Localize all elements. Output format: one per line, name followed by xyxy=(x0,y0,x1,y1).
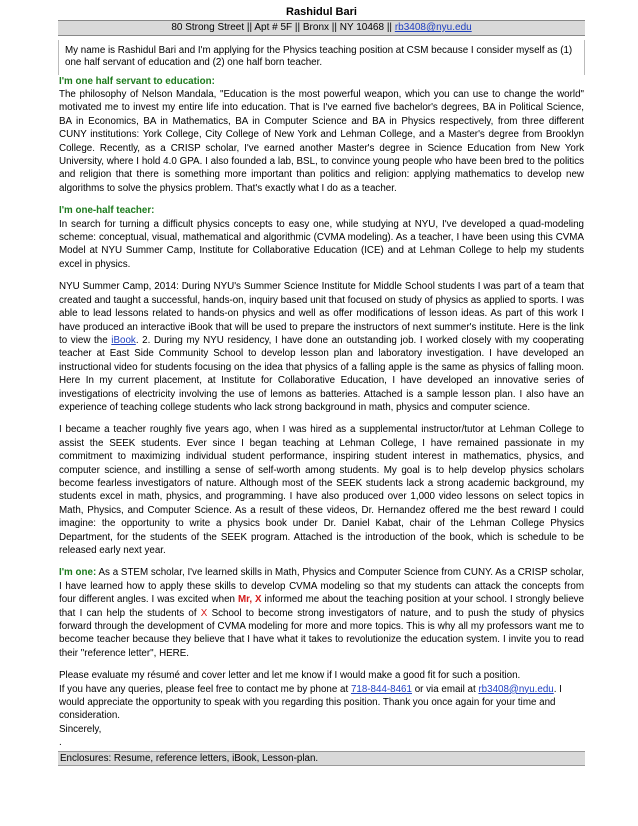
address-text: 80 Strong Street || Apt # 5F || Bronx || NY 10468 || xyxy=(171,22,393,33)
im-one-text-2: informed me about the teaching position at your school. I strongly believe that I can help the students of xyxy=(59,594,584,619)
contact-text-3: . I would appreciate the opportunity to speak with you regarding this position. Thank you once again for your time and consideration. xyxy=(59,683,562,722)
ibook-link[interactable]: iBook xyxy=(111,334,136,346)
closing-line-1: Please evaluate my résumé and cover letter and let me know if I would make a good fit for such a position. xyxy=(59,670,521,682)
im-one-text-1: As a STEM scholar, I've learned skills in Math, Physics and Computer Science from CUNY. As a CRISP scholar, I have learned how to apply these skills to develop CVMA modeling so that my students can attack the concepts from four different angles. I was excited when xyxy=(59,567,585,606)
section-servant-body: The philosophy of Nelson Mandala, "Education is the most powerful weapon, which you can use to change the world" motivated me to invest my entire life into education. That is I've earned five bachelor's degrees, BA in Political Science, BA in Economics, BA in Mathematics, BA in Computer Science and BA in Physics respectively, from three different CUNY institutions: York College, City College of New York and Lehman College, and a Master's degree from Brooklyn College. Recently, as a CRISP scholar, I've earned another Master's degree in Science Education from New York University, where I hold 4.0 GPA. I also founded a lab, BSL, to convince young people who have been bred to the politics and religion that there is something more important than politics and religion: applying mathematics to develop new algorithms to solve the physics problem. That's exactly what I do as a teacher. xyxy=(59,89,584,194)
phone-link[interactable]: 718-844-8461 xyxy=(350,683,412,695)
x-school-highlight: X xyxy=(200,607,208,619)
contact-text-1: If you have any queries, please feel free to contact me by phone at xyxy=(59,683,349,695)
author-name: Rashidul Bari xyxy=(286,6,357,18)
paragraph-summer-camp xyxy=(58,280,585,414)
header-email-link[interactable]: rb3408@nyu.edu xyxy=(394,22,472,33)
paragraph-im-one xyxy=(58,566,585,660)
summer-camp-text-1: NYU Summer Camp, 2014: During NYU's Summer Science Institute for Middle School students I was part of a team that created and taught a successful, hands-on, inquiry based unit that focused on study of physics as applied to sports. I was able to lead lessons related to hands-on physics and well as offer modifications of lesson ideas. As part of this work I have produced an interactive iBook that will be used to prepare the instructors of next summer's institute. Here is the link to view the xyxy=(59,281,584,346)
paragraph-lehman: I became a teacher roughly five years ago, when I was hired as a supplemental instructor/tutor at Lehman College to assist the SEEK students. Ever since I began teaching at Lehman College, I have remained passionate in my commitment to maximizing individual student performance, inspiring student interest in mathematics, physics, and computer science, and instilling a sense of self-worth among students. My goal is to help develop physics scholars become fearless investigators of nature. Although most of the SEEK students lack a strong academic background, my students excel in math, physics, and programming. I have also produced over 1,000 video lessons on select topics in Math, Physics, and Computer Science. As a result of these videos, Dr. Hernandez offered me the best reward I could imagine: the opportunity to write a physics book under Dr. Daniel Kabat, chair of the Lehman College Physics Department, for the students of the SEEK program. Attached is the introduction of the book, which is schedule to be released early next year. xyxy=(59,424,584,556)
closing-section xyxy=(58,669,585,749)
enclosures-bar: Enclosures: Resume, reference letters, iBook, Lesson-plan. xyxy=(58,751,585,766)
signoff-dot: . xyxy=(59,737,62,749)
closing-line-2 xyxy=(59,683,584,723)
mr-x-highlight: Mr, X xyxy=(237,594,262,606)
cover-letter-page xyxy=(58,0,585,766)
summer-camp-text-2: . 2. During my NYU residency, I have done an outstanding job. I worked closely with my cooperating teacher at East Side Community School to develop lesson plan and laboratory investigation. I have developed an instructional video for students focusing on the idea that physics of a falling apple is the same as physics of falling moon. Here In my current placement, at Institute for Collaborative Education, I have developed an innovative series of investigations of electricity involving the use of lemons as batteries. Attached is a sample lesson plan. I also have an experience of teaching college students who lack strong background in math, physics and computer science. xyxy=(59,334,584,413)
address-bar xyxy=(58,20,585,36)
contact-text-2: or via email at xyxy=(414,683,476,695)
section-teacher-heading: I'm one-half teacher: xyxy=(59,205,155,217)
section-teacher-body: In search for turning a difficult physics concepts to easy one, while studying at NYU, I've developed a quad-modeling scheme: conceptual, visual, mathematical and algorithmic (CVMA modeling). As a teacher, I have been using this CVMA Model at NYU Summer Camp, Institute for Collaborative Education (ICE) and at Lehman College to help my students excel in physics. xyxy=(59,218,584,270)
signoff: Sincerely, xyxy=(59,723,102,735)
section-servant-heading: I'm one half servant to education: xyxy=(59,75,215,87)
email-link[interactable]: rb3408@nyu.edu xyxy=(478,683,554,695)
im-one-text-3: School to become strong investigators of nature, and to push the study of physics forward through the development of CVMA modeling for more and more topics. This is why all my professors want me to become teacher because they believe that I have what it takes to revolutionize the education system. I invite you to read their "reference letter", HERE. xyxy=(59,607,584,659)
section-servant xyxy=(58,75,585,196)
section-teacher xyxy=(58,204,585,271)
intro-paragraph: My name is Rashidul Bari and I'm applying for the Physics teaching position at CSM because I consider myself as (1) one half servant of education and (2) one half born teacher. xyxy=(58,40,585,75)
im-one-lead: I'm one: xyxy=(59,567,97,579)
